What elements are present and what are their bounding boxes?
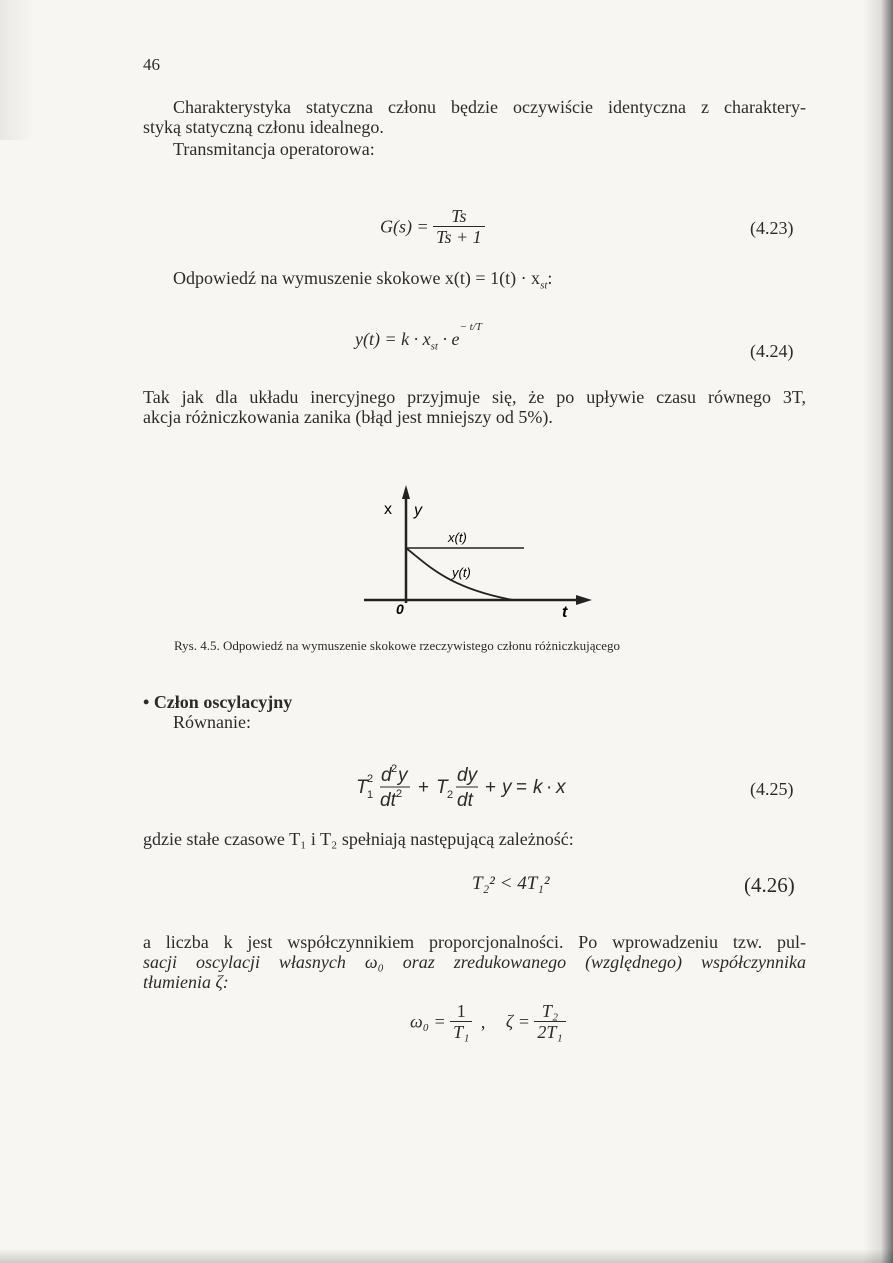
svg-text:T: T bbox=[436, 777, 448, 798]
paragraph-line: tłumienia ζ: bbox=[143, 972, 229, 992]
equation-number: (4.26) bbox=[744, 873, 795, 897]
time-constants-condition: gdzie stałe czasowe T₁ i T₂ spełniają następującą zależność: bbox=[143, 829, 574, 849]
omega-lhs: ω₀ = bbox=[410, 1011, 446, 1032]
paragraph-proportionality bbox=[143, 932, 806, 992]
colon: : bbox=[547, 268, 553, 288]
fraction bbox=[450, 1001, 472, 1042]
figure-caption: Rys. 4.5. Odpowiedź na wymuszenie skokowe rzeczywistego członu różniczkującego bbox=[174, 638, 621, 653]
equation-4-23 bbox=[380, 206, 485, 247]
step-response-intro bbox=[173, 268, 552, 296]
equation-lhs: G(s) = bbox=[380, 216, 429, 237]
svg-text:+: + bbox=[418, 777, 430, 798]
fraction-denominator: T₁ bbox=[450, 1021, 472, 1042]
zeta-lhs: ζ = bbox=[505, 1011, 530, 1032]
axis-label-x: x bbox=[384, 501, 392, 518]
curve-label-y: y(t) bbox=[452, 565, 471, 580]
svg-text:2: 2 bbox=[447, 789, 454, 801]
exponent: − t/T bbox=[459, 321, 482, 333]
vertical-axis-arrow-icon bbox=[402, 485, 410, 499]
equation-4-25 bbox=[356, 760, 616, 816]
svg-text:y: y bbox=[502, 777, 512, 798]
section-title: Człon oscylacyjny bbox=[153, 692, 293, 712]
svg-text:d: d bbox=[381, 765, 392, 786]
svg-text:dt: dt bbox=[380, 790, 396, 811]
intro-text: Odpowiedź na wymuszenie skokowe x(t) = 1(t) · x bbox=[173, 268, 541, 288]
svg-text:T: T bbox=[356, 777, 368, 798]
svg-text:=: = bbox=[516, 777, 528, 798]
fraction-numerator: Ts bbox=[451, 206, 467, 226]
scan-shadow-right bbox=[863, 0, 893, 1263]
origin-label: 0 bbox=[396, 601, 404, 617]
paragraph-line: Charakterystyka statyczna członu będzie oczywiście identyczna z charaktery- bbox=[173, 97, 806, 117]
svg-text:1: 1 bbox=[367, 789, 374, 801]
paragraph-line: Tak jak dla układu inercyjnego przyjmuje się, że po upływie czasu równego 3T, bbox=[143, 387, 806, 407]
svg-text:dt: dt bbox=[457, 790, 473, 811]
equation-label: Równanie: bbox=[173, 712, 251, 732]
fraction-denominator: Ts + 1 bbox=[433, 226, 485, 247]
paragraph-line: akcja różniczkowania zanika (błąd jest mniejszy od 5%). bbox=[143, 407, 553, 427]
subscript: st bbox=[430, 340, 438, 353]
scan-shadow-left bbox=[0, 0, 34, 140]
equation-lhs: y(t) = k · x bbox=[355, 329, 431, 349]
svg-text:2: 2 bbox=[367, 773, 374, 785]
equation-4-24 bbox=[355, 321, 482, 357]
svg-text:2: 2 bbox=[391, 763, 398, 775]
paragraph-static-characteristic bbox=[143, 97, 806, 137]
equation-4-26: T₂² < 4T₁² bbox=[472, 873, 550, 894]
transmittance-label: Transmitancja operatorowa: bbox=[173, 139, 375, 159]
svg-text:y: y bbox=[398, 765, 408, 786]
svg-text:2: 2 bbox=[396, 788, 403, 800]
paragraph-3T bbox=[143, 387, 806, 427]
fraction-numerator: T₂ bbox=[541, 1001, 559, 1021]
svg-text:+: + bbox=[485, 777, 497, 798]
section-heading bbox=[143, 692, 292, 712]
scan-shadow-bottom bbox=[0, 1249, 893, 1263]
paragraph-line: sacji oscylacji własnych ω₀ oraz zredukowanego (względnego) współczynnika bbox=[143, 952, 806, 972]
axis-label-y: y bbox=[414, 502, 422, 519]
time-axis-arrow-icon bbox=[576, 595, 592, 605]
svg-text:dy: dy bbox=[457, 765, 478, 786]
svg-text:·: · bbox=[546, 777, 553, 798]
equation-mid: · e bbox=[437, 329, 460, 349]
fraction bbox=[534, 1001, 565, 1042]
step-response-figure bbox=[358, 485, 598, 625]
natural-frequency-damping-equation: ω₀ = $\frac{1}{\text{T₁}}$ , ζ = $\frac{\text{T₂}}{\text{2T₁}}$ bbox=[410, 1001, 566, 1042]
page-number: 46 bbox=[143, 55, 160, 74]
time-label: t bbox=[562, 604, 568, 621]
equation-number: (4.23) bbox=[750, 218, 794, 238]
paragraph-line: a liczba k jest współczynnikiem proporcjonalności. Po wprowadzeniu tzw. pul- bbox=[143, 932, 806, 952]
fraction bbox=[433, 206, 485, 247]
subscript: st bbox=[540, 279, 548, 292]
curve-label-x: x(t) bbox=[448, 530, 467, 545]
equation-number: (4.24) bbox=[750, 341, 794, 361]
bullet-icon: • bbox=[143, 692, 150, 712]
fraction-denominator: 2T₁ bbox=[534, 1021, 565, 1042]
svg-text:k: k bbox=[533, 777, 543, 798]
fraction-numerator: 1 bbox=[456, 1001, 466, 1021]
paragraph-line: styką statyczną członu idealnego. bbox=[143, 117, 384, 137]
equation-number: (4.25) bbox=[750, 779, 794, 799]
svg-text:x: x bbox=[556, 777, 566, 798]
